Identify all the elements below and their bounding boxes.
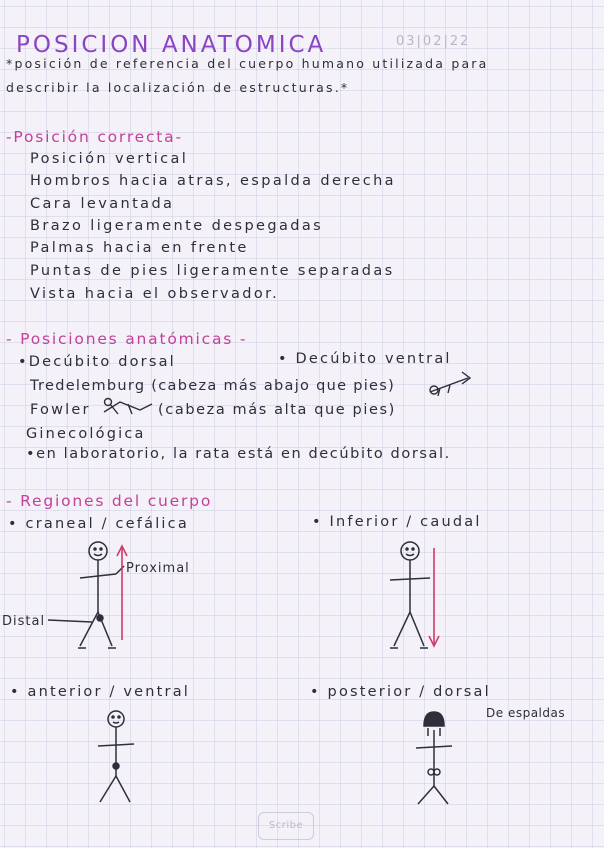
- laboratorio-note: •en laboratorio, la rata está en decúbito dorsal.: [26, 446, 451, 462]
- list-item: Palmas hacia en frente: [30, 240, 249, 256]
- tredelemburg-sketch-icon: [430, 372, 470, 396]
- section-heading-posiciones-anatomicas: - Posiciones anatómicas -: [6, 330, 248, 348]
- decubito-dorsal: •Decúbito dorsal: [18, 354, 176, 370]
- arrow-down-icon: [429, 548, 439, 646]
- list-item: Posición vertical: [30, 151, 189, 167]
- section-heading-posicion-correcta: -Posición correcta-: [6, 128, 183, 146]
- list-item: Hombros hacia atras, espalda derecha: [30, 173, 396, 189]
- tredelemburg: Tredelemburg (cabeza más abajo que pies): [30, 378, 396, 394]
- fowler-sketch-icon: [104, 399, 152, 415]
- stick-figure-inferior-icon: [390, 542, 430, 648]
- stick-figure-posterior-icon: [416, 712, 452, 804]
- distal-label: Distal: [2, 614, 46, 629]
- fowler-label: Fowler: [30, 402, 91, 418]
- scribe-watermark: Scribe: [258, 812, 314, 840]
- page-title: POSICION ANATOMICA: [16, 32, 327, 58]
- inferior-caudal: • Inferior / caudal: [312, 514, 482, 530]
- intro-line-2: describir la localización de estructuras.*: [6, 80, 350, 95]
- page-date: 03|02|22: [396, 34, 471, 49]
- list-item: Puntas de pies ligeramente separadas: [30, 263, 395, 279]
- craneal-cefalica: • craneal / cefálica: [8, 516, 189, 532]
- ginecologica: Ginecológica: [26, 426, 146, 442]
- fowler-note: (cabeza más alta que pies): [158, 402, 396, 418]
- intro-line-1: *posición de referencia del cuerpo humano utilizada para: [6, 56, 489, 71]
- list-item: Cara levantada: [30, 196, 175, 212]
- de-espaldas-label: De espaldas: [486, 706, 566, 720]
- decubito-ventral: • Decúbito ventral: [278, 351, 452, 367]
- list-item: Vista hacia el observador.: [30, 286, 280, 302]
- stick-figure-craneal-icon: [48, 542, 124, 648]
- list-item: Brazo ligeramente despegadas: [30, 218, 324, 234]
- posterior-dorsal: • posterior / dorsal: [310, 684, 491, 700]
- anterior-ventral: • anterior / ventral: [10, 684, 191, 700]
- stick-figure-anterior-icon: [98, 711, 134, 802]
- section-heading-regiones: - Regiones del cuerpo: [6, 492, 213, 510]
- arrow-up-icon: [117, 546, 127, 640]
- proximal-label: Proximal: [126, 561, 190, 576]
